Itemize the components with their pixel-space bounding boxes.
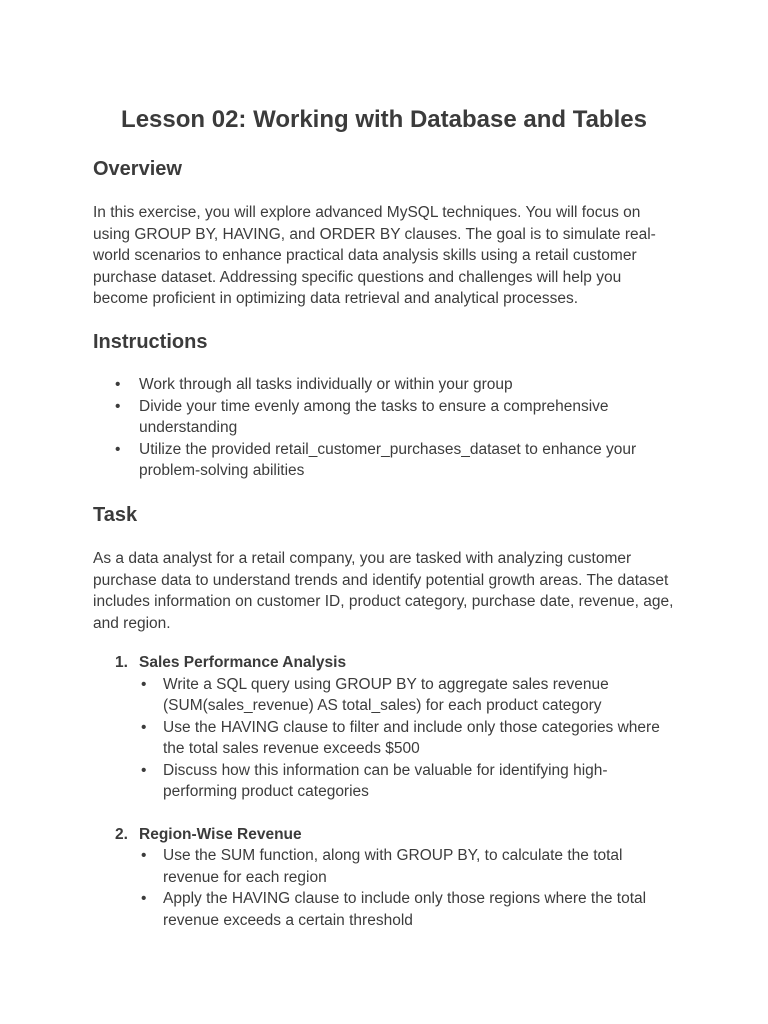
list-item-text: Apply the HAVING clause to include only those regions where the total revenue exceeds a certain threshold bbox=[163, 890, 647, 929]
list-item bbox=[139, 760, 676, 803]
task-item bbox=[93, 652, 676, 803]
list-item-text: Work through all tasks individually or within your group bbox=[139, 376, 513, 393]
overview-text: In this exercise, you will explore advanced MySQL techniques. You will focus on using GROUP BY, HAVING, and ORDER BY clauses. The goal is to simulate real-world scenarios to enhance practical data analysis skills using a retail customer purchase dataset. Addressing specific questions and challenges will help you become proficient in optimizing data retrieval and analytical processes. bbox=[93, 204, 656, 307]
task-points bbox=[139, 674, 676, 803]
list-item-text: Divide your time evenly among the tasks to ensure a comprehensive understanding bbox=[139, 397, 609, 436]
list-item bbox=[139, 888, 676, 931]
list-item-text: Utilize the provided retail_customer_purchases_dataset to enhance your problem-solving abilities bbox=[139, 440, 637, 479]
bullet-icon: • bbox=[141, 890, 147, 907]
overview-section bbox=[93, 156, 676, 310]
page-title: Lesson 02: Working with Database and Tables bbox=[121, 106, 647, 133]
instructions-section bbox=[93, 329, 676, 482]
bullet-icon: • bbox=[141, 718, 147, 736]
list-item-text: Discuss how this information can be valuable for identifying high-performing product categories bbox=[163, 761, 608, 800]
list-item bbox=[139, 845, 676, 888]
list-item bbox=[93, 396, 676, 439]
list-item bbox=[93, 439, 676, 482]
task-text: As a data analyst for a retail company, you are tasked with analyzing customer purchase data to understand trends and identify potential growth areas. The dataset includes information on customer ID, product category, purchase date, revenue, age, and region. bbox=[93, 550, 674, 632]
bullet-icon: • bbox=[141, 847, 147, 864]
overview-heading: Overview bbox=[93, 158, 182, 180]
bullet-icon: • bbox=[115, 440, 121, 458]
list-item-text: Use the SUM function, along with GROUP BY, to calculate the total revenue for each region bbox=[163, 847, 623, 886]
task-section bbox=[93, 502, 676, 952]
task-heading: Task bbox=[93, 504, 138, 526]
bullet-icon: • bbox=[141, 761, 147, 779]
list-item-text: Write a SQL query using GROUP BY to aggregate sales revenue (SUM(sales_revenue) AS total_sales) for each product category bbox=[163, 675, 609, 714]
task-item bbox=[93, 824, 676, 932]
list-item-text: Use the HAVING clause to filter and include only those categories where the total sales revenue exceeds $500 bbox=[163, 718, 660, 757]
task-number: 2. bbox=[115, 825, 128, 843]
bullet-icon: • bbox=[115, 397, 121, 415]
list-item bbox=[139, 717, 676, 760]
task-title: Region-Wise Revenue bbox=[139, 825, 302, 843]
instructions-list bbox=[93, 374, 676, 482]
instructions-heading: Instructions bbox=[93, 331, 208, 353]
list-item bbox=[139, 674, 676, 717]
task-points bbox=[139, 845, 676, 931]
task-title: Sales Performance Analysis bbox=[139, 654, 347, 671]
bullet-icon: • bbox=[115, 376, 121, 393]
task-list bbox=[93, 652, 676, 931]
list-item bbox=[93, 374, 676, 396]
task-number: 1. bbox=[115, 654, 128, 671]
bullet-icon: • bbox=[141, 675, 147, 693]
